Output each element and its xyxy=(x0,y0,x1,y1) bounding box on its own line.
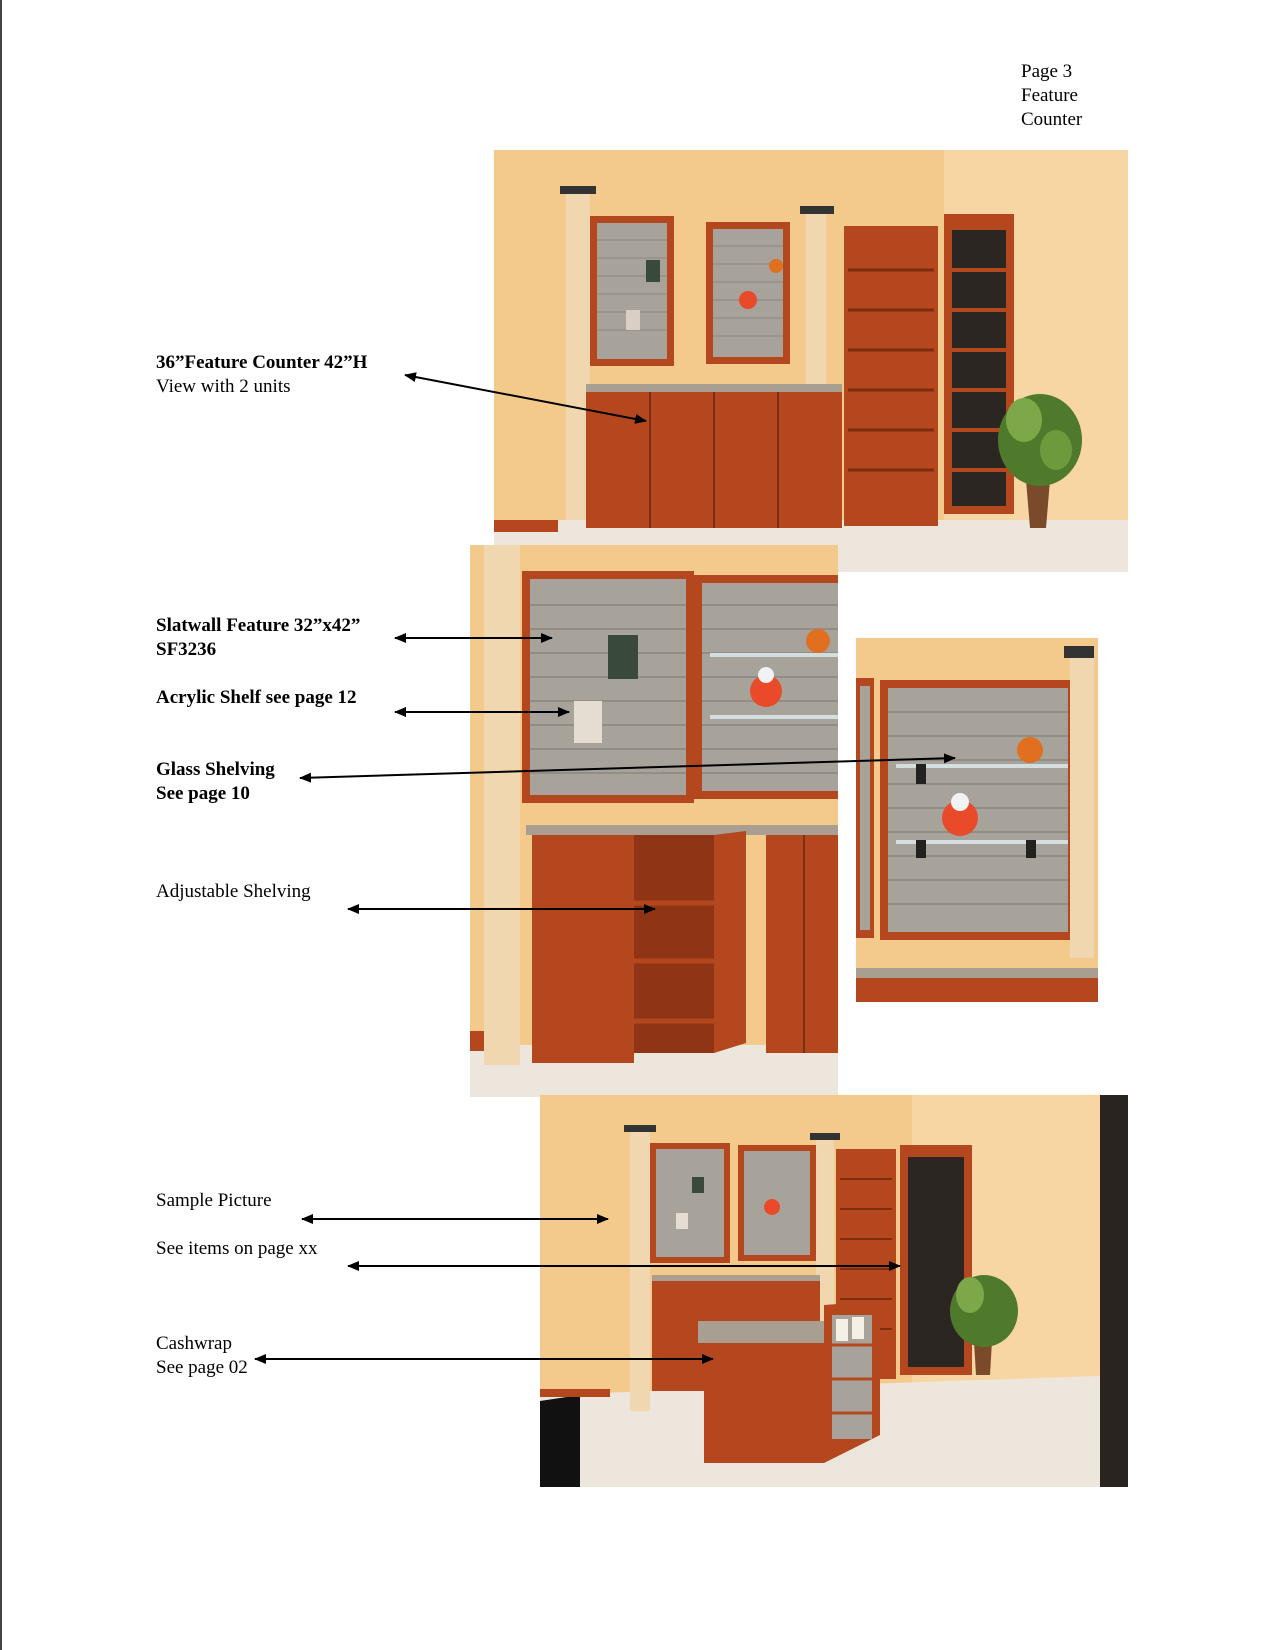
photo-counter-closeup xyxy=(470,545,838,1097)
page-header xyxy=(1021,60,1082,132)
label-sample-picture: Sample Picture xyxy=(156,1190,272,1211)
page-number: Page 3 xyxy=(1021,61,1073,82)
photo-glass-shelving xyxy=(856,638,1098,1002)
photo-feature-counter xyxy=(494,150,1128,572)
label-feature-counter-sub: View with 2 units xyxy=(156,376,291,397)
page-title-line2: Counter xyxy=(1021,109,1083,130)
label-feature-counter: 36”Feature Counter 42”H xyxy=(156,352,368,373)
label-adjustable-shelving: Adjustable Shelving xyxy=(156,881,311,902)
page-left-border xyxy=(0,0,2,1650)
label-slatwall: Slatwall Feature 32”x42” SF3236 xyxy=(156,615,361,660)
page-title-line1: Feature xyxy=(1021,85,1078,106)
label-acrylic-shelf: Acrylic Shelf see page 12 xyxy=(156,687,357,708)
photo-sample-room xyxy=(540,1095,1128,1487)
label-see-items: See items on page xx xyxy=(156,1238,318,1259)
label-glass-shelving: Glass Shelving See page 10 xyxy=(156,759,275,804)
label-cashwrap: Cashwrap See page 02 xyxy=(156,1333,248,1378)
